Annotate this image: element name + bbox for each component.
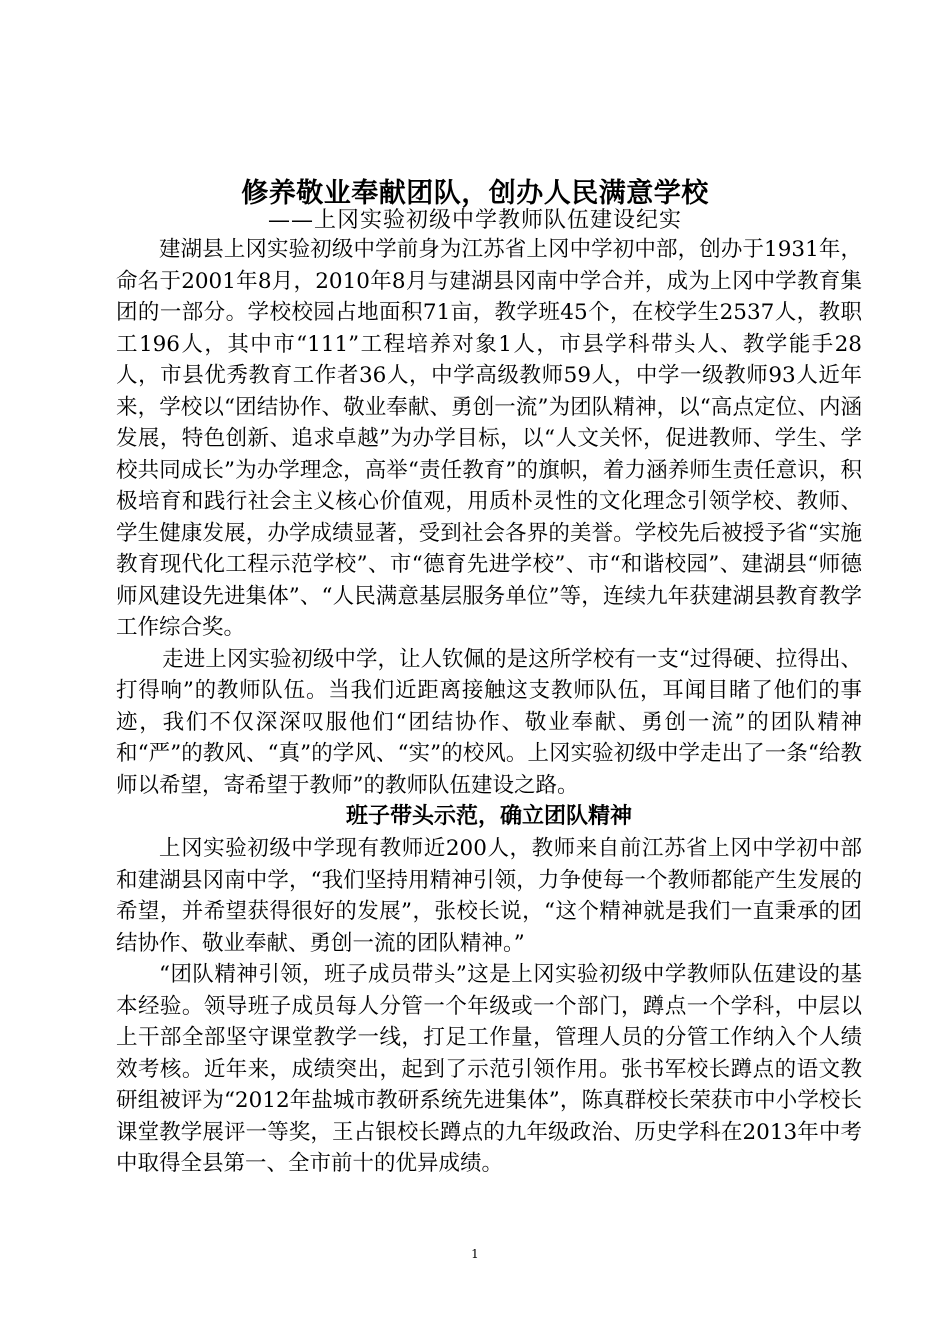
section-paragraph-2: “团队精神引领，班子成员带头”这是上冈实验初级中学教师队伍建设的基本经验。领导班子成员每人分管一个年级或一个部门，蹲点一个学科，中层以上干部全部坚守课堂教学一线，打足工作量，管理人员的分管工作纳入个人绩效考核。近年来，成绩突出，起到了示范引领作用。张书军校长蹲点的语文教研组被评为“2012年盐城市教研系统先进集体”，陈真群校长荣获市中小学校长课堂教学展评一等奖，王占银校长蹲点的九年级政治、历史学科在2013年中考中取得全县第一、全市前十的优异成绩。 <box>116 962 862 1176</box>
page-number: 1 <box>471 1247 479 1261</box>
paragraph-intro: 建湖县上冈实验初级中学前身为江苏省上冈中学初中部，创办于1931年，命名于2001年8月，2010年8月与建湖县冈南中学合并，成为上冈中学教育集团的一部分。学校校园占地面积71亩，教学班45个，在校学生2537人，教职工196人，其中市“111”工程培养对象1人，市县学科带头人、教学能手28人，市县优秀教育工作者36人，中学高级教师59人，中学一级教师93人近年来，学校以“团结协作、敬业奉献、勇创一流”为团队精神，以“高点定位、内涵发展，特色创新、追求卓越”为办学目标，以“人文关怀，促进教师、学生、学校共同成长”为办学理念，高举“责任教育”的旗帜，着力涵养师生责任意识，积极培育和践行社会主义核心价值观，用质朴灵性的文化理念引领学校、教师、学生健康发展，办学成绩显著，受到社会各界的美誉。学校先后被授予省“实施教育现代化工程示范学校”、市“德育先进学校”、市“和谐校园”、建湖县“师德师风建设先进集体”、“人民满意基层服务单位”等，连续九年获建湖县教育教学工作综合奖。 <box>116 237 862 640</box>
document-subtitle: ——上冈实验初级中学教师队伍建设纪实 <box>267 208 682 233</box>
document-title: 修养敬业奉献团队，创办人民满意学校 <box>241 178 709 209</box>
paragraph-teacher-team: 走进上冈实验初级中学，让人钦佩的是这所学校有一支“过得硬、拉得出、打得响”的教师队伍。当我们近距离接触这支教师队伍，耳闻目睹了他们的事迹，我们不仅深深叹服他们“团结协作、敬业奉献、勇创一流”的团队精神和“严”的教风、“真”的学风、“实”的校风。上冈实验初级中学走出了一条“给教师以希望，寄希望于教师”的教师队伍建设之路。 <box>116 646 862 798</box>
section-heading: 班子带头示范，确立团队精神 <box>345 804 632 829</box>
section-paragraph-1: 上冈实验初级中学现有教师近200人，教师来自前江苏省上冈中学初中部和建湖县冈南中学，“我们坚持用精神引领，力争使每一个教师都能产生发展的希望，并希望获得很好的发展”，张校长说，“这个精神就是我们一直秉承的团结协作、敬业奉献、勇创一流的团队精神。” <box>116 836 862 956</box>
document-body <box>116 234 862 1180</box>
